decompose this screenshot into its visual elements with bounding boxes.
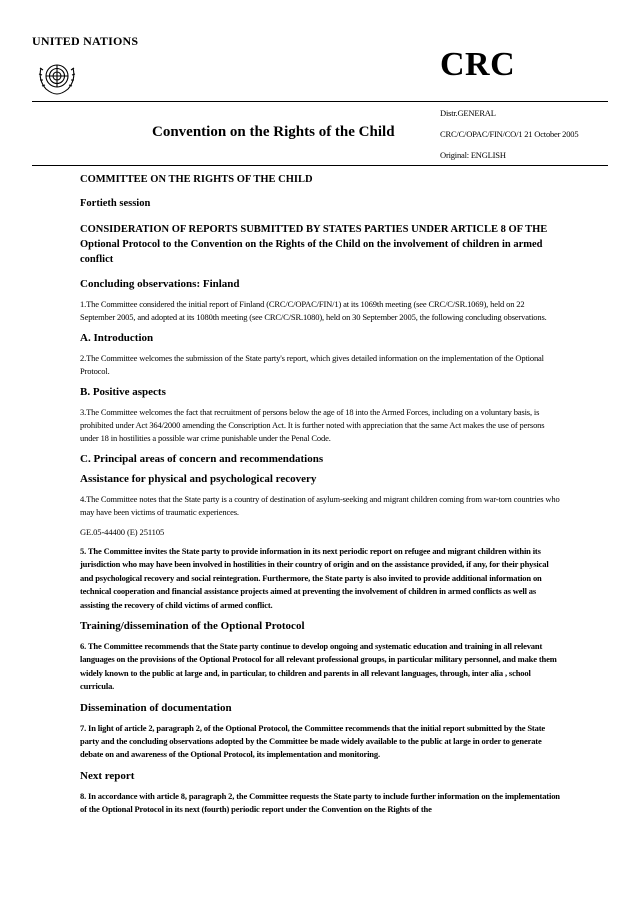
document-number: GE.05-44400 (E) 251105 <box>80 527 165 537</box>
distribution-label: Distr.GENERAL <box>440 108 496 118</box>
training-subheading: Training/dissemination of the Optional Protocol <box>80 620 305 633</box>
assistance-subheading: Assistance for physical and psychological recovery <box>80 473 317 485</box>
paragraph-3: 3.The Committee welcomes the fact that recruitment of persons below the age of 18 into the Armed Forces, including on a voluntary basis, is prohibited under Act 364/2000 amending the Conscription Act. It is further noted with appreciation that the same Act makes the use of persons under 18 in hostilities a possible war crime punishable under the Penal Code. <box>80 407 545 443</box>
document-reference: CRC/C/OPAC/FIN/CO/1 21 October 2005 <box>440 129 579 139</box>
next-report-subheading: Next report <box>80 769 135 782</box>
paragraph-7: 7. In light of article 2, paragraph 2, of the Optional Protocol, the Committee recommends that the initial report submitted by the State party and the concluding observations adopted by the Committee be made widely available to the public at large in order to generate debate on and awareness of the Optional Protocol, its implementation and monitoring. <box>80 722 545 760</box>
document-body <box>80 174 560 825</box>
paragraph-2: 2.The Committee welcomes the submission of the State party's report, which gives detailed information on the implementation of the Optional Protocol. <box>80 353 544 376</box>
concluding-observations-heading: Concluding observations: Finland <box>80 278 240 290</box>
section-c-heading: C. Principal areas of concern and recommendations <box>80 453 324 465</box>
paragraph-4: 4.The Committee notes that the State party is a country of destination of asylum-seeking and migrant children coming from war-torn countries who may have been victims of traumatic experiences. <box>80 494 560 517</box>
un-emblem-icon <box>32 56 82 98</box>
committee-heading: COMMITTEE ON THE RIGHTS OF THE CHILD <box>80 174 313 185</box>
original-language: Original: ENGLISH <box>440 150 506 160</box>
paragraph-1: 1.The Committee considered the initial report of Finland (CRC/C/OPAC/FIN/1) at its 1069th meeting (see CRC/C/SR.1069), held on 22 September 2005, and adopted at its 1080th meeting (see CRC/C/SR.1080), held on 30 September 2005, the following concluding observations. <box>80 299 547 322</box>
paragraph-8: 8. In accordance with article 8, paragraph 2, the Committee requests the State party to include further information on the implementation of the Optional Protocol in its next (fourth) periodic report under the Convention on the Rights of the <box>80 790 560 815</box>
session-heading: Fortieth session <box>80 198 151 209</box>
paragraph-6: 6. The Committee recommends that the State party continue to develop ongoing and systematic education and training in all relevant languages on the provisions of the Optional Protocol for all relevant professional groups, in particular military personnel, and make them widely known to the public at large and, in particular, to children and parents in all relevant languages, through, inter alia , school curricula. <box>80 641 557 692</box>
header-rule-top <box>32 101 608 102</box>
dissemination-subheading: Dissemination of documentation <box>80 701 232 714</box>
section-a-heading: A. Introduction <box>80 332 154 344</box>
convention-title: Convention on the Rights of the Child <box>152 124 395 140</box>
header-rule-bottom <box>32 165 608 166</box>
document-symbol: CRC <box>440 46 516 83</box>
organization-name: UNITED NATIONS <box>32 34 139 48</box>
section-b-heading: B. Positive aspects <box>80 386 166 398</box>
consideration-heading: CONSIDERATION OF REPORTS SUBMITTED BY STATES PARTIES UNDER ARTICLE 8 OF THE Optional Protocol to the Convention on the Rights of the Child on the involvement of children in armed conflict <box>80 224 548 265</box>
paragraph-5: 5. The Committee invites the State party to provide information in its next periodic report on refugee and migrant children within its jurisdiction who may have been involved in hostilities in their country of origin and on the assistance provided, if any, for their physical and psychological recovery and social reintegration. Furthermore, the State party is also invited to provide additional information on technical cooperation and financial assistance projects aimed at preventing the involvement of children in armed conflicts as well as assisting the recovery of child victims of armed conflict. <box>80 546 549 610</box>
